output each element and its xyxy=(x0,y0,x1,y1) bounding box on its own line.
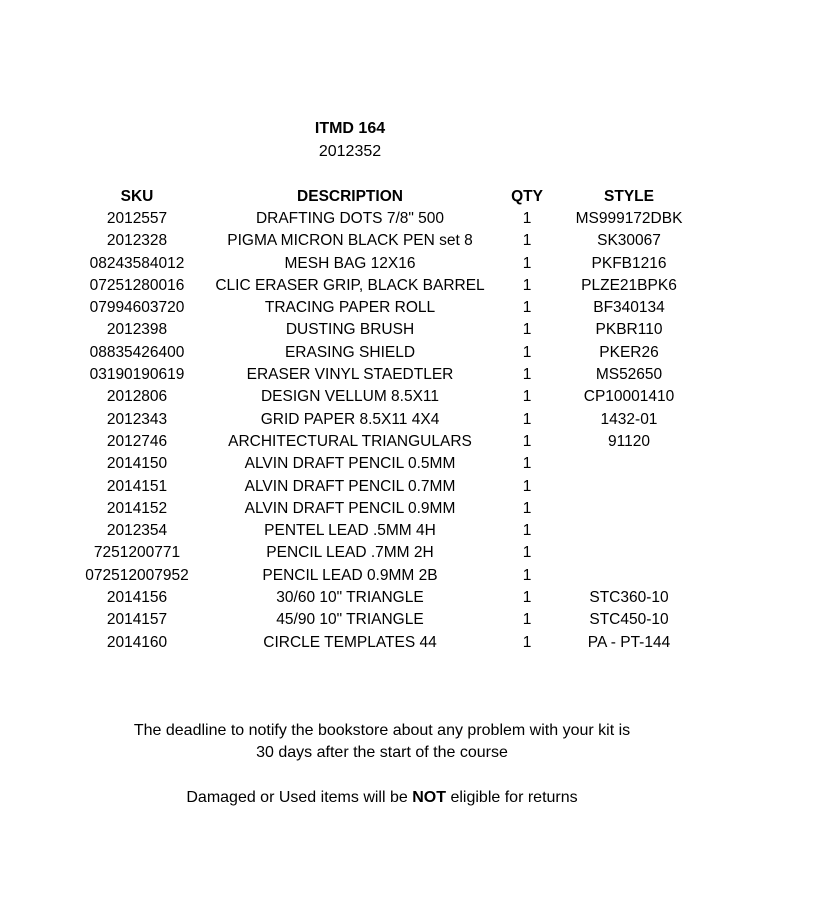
table-row xyxy=(0,386,814,408)
table-row xyxy=(0,431,814,453)
style-cell: STC360-10 xyxy=(589,589,669,607)
style-cell: PKBR110 xyxy=(595,321,663,339)
style-cell: CP10001410 xyxy=(583,388,675,406)
qty-cell: 1 xyxy=(522,611,532,629)
description-cell: MESH BAG 12X16 xyxy=(284,254,416,272)
description-cell: ALVIN DRAFT PENCIL 0.7MM xyxy=(244,477,456,495)
description-cell: TRACING PAPER ROLL xyxy=(264,299,436,317)
sku-cell: 2014157 xyxy=(106,611,168,629)
table-row xyxy=(0,476,814,498)
sku-cell: 2012328 xyxy=(106,232,168,250)
table-row xyxy=(0,297,814,319)
table-row xyxy=(0,632,814,654)
returns-note xyxy=(0,787,764,809)
sku-cell: 2014160 xyxy=(106,633,168,651)
description-cell: ERASER VINYL STAEDTLER xyxy=(246,366,454,384)
column-header-style: STYLE xyxy=(604,188,654,205)
style-cell: PLZE21BPK6 xyxy=(581,276,677,294)
deadline-note xyxy=(0,720,764,764)
style-cell: PKFB1216 xyxy=(591,254,667,272)
qty-cell: 1 xyxy=(522,410,532,428)
sku-cell: 2012806 xyxy=(106,388,168,406)
sku-cell: 2012746 xyxy=(106,432,168,450)
description-cell: ALVIN DRAFT PENCIL 0.9MM xyxy=(244,499,456,517)
sku-cell: 08835426400 xyxy=(89,343,185,361)
sku-cell: 7251200771 xyxy=(93,544,181,562)
qty-cell: 1 xyxy=(522,343,532,361)
qty-cell: 1 xyxy=(522,366,532,384)
table-body xyxy=(0,208,814,654)
sku-cell: 2012354 xyxy=(106,522,168,540)
qty-cell: 1 xyxy=(522,566,532,584)
qty-cell: 1 xyxy=(522,432,532,450)
table-row xyxy=(0,498,814,520)
description-cell: CIRCLE TEMPLATES 44 xyxy=(263,633,437,651)
sku-cell: 07251280016 xyxy=(89,276,185,294)
column-header-description: DESCRIPTION xyxy=(297,188,403,205)
table-row xyxy=(0,587,814,609)
qty-cell: 1 xyxy=(522,455,532,473)
column-header-sku: SKU xyxy=(120,188,154,205)
qty-cell: 1 xyxy=(522,589,532,607)
table-row xyxy=(0,275,814,297)
style-cell: BF340134 xyxy=(593,299,665,317)
table-row xyxy=(0,609,814,631)
description-cell: DRAFTING DOTS 7/8" 500 xyxy=(255,210,445,227)
table-row xyxy=(0,565,814,587)
qty-cell: 1 xyxy=(522,522,532,540)
sku-cell: 2014152 xyxy=(106,499,168,517)
table-row xyxy=(0,453,814,475)
description-cell: ARCHITECTURAL TRIANGULARS xyxy=(228,432,472,450)
sku-cell: 2014156 xyxy=(106,589,168,607)
qty-cell: 1 xyxy=(522,633,532,651)
deadline-line-2: 30 days after the start of the course xyxy=(256,744,508,761)
sku-cell: 2012557 xyxy=(106,210,168,227)
qty-cell: 1 xyxy=(522,276,532,294)
qty-cell: 1 xyxy=(522,232,532,250)
table-row xyxy=(0,520,814,542)
column-header-qty: QTY xyxy=(511,188,543,205)
table-row xyxy=(0,364,814,386)
qty-cell: 1 xyxy=(522,544,532,562)
course-title: ITMD 164 xyxy=(314,120,386,137)
description-cell: GRID PAPER 8.5X11 4X4 xyxy=(260,410,440,428)
style-cell: 91120 xyxy=(608,432,650,450)
sku-cell: 03190190619 xyxy=(89,366,185,384)
description-cell: DESIGN VELLUM 8.5X11 xyxy=(260,388,440,406)
table-row xyxy=(0,208,814,230)
sku-cell: 08243584012 xyxy=(89,254,185,272)
description-cell: PENTEL LEAD .5MM 4H xyxy=(264,522,436,540)
description-cell: ERASING SHIELD xyxy=(284,343,416,361)
description-cell: CLIC ERASER GRIP, BLACK BARREL xyxy=(215,276,485,294)
sku-cell: 2012343 xyxy=(106,410,168,428)
sku-cell: 2014151 xyxy=(106,477,168,495)
sku-cell: 2014150 xyxy=(106,455,168,473)
sku-cell: 2012398 xyxy=(106,321,168,339)
course-code: 2012352 xyxy=(318,143,382,160)
style-cell: 1432-01 xyxy=(600,410,658,428)
qty-cell: 1 xyxy=(522,321,532,339)
description-cell: PENCIL LEAD 0.9MM 2B xyxy=(262,566,438,584)
style-cell: SK30067 xyxy=(597,232,661,250)
qty-cell: 1 xyxy=(522,499,532,517)
style-cell: PKER26 xyxy=(599,343,659,361)
table-row xyxy=(0,230,814,252)
qty-cell: 1 xyxy=(522,299,532,317)
description-cell: DUSTING BRUSH xyxy=(285,321,415,339)
deadline-line-1: The deadline to notify the bookstore about any problem with your kit is xyxy=(133,722,631,739)
style-cell: PA - PT-144 xyxy=(587,633,671,651)
qty-cell: 1 xyxy=(522,254,532,272)
description-cell: 45/90 10" TRIANGLE xyxy=(276,611,424,629)
returns-suffix: eligible for returns xyxy=(446,789,578,806)
table-row xyxy=(0,542,814,564)
qty-cell: 1 xyxy=(522,477,532,495)
sku-cell: 072512007952 xyxy=(85,566,189,584)
table-header-row xyxy=(0,186,814,208)
table-row xyxy=(0,319,814,341)
style-cell: MS999172DBK xyxy=(575,210,683,227)
returns-not: NOT xyxy=(412,789,447,806)
table-row xyxy=(0,253,814,275)
description-cell: 30/60 10" TRIANGLE xyxy=(276,589,424,607)
description-cell: ALVIN DRAFT PENCIL 0.5MM xyxy=(244,455,456,473)
qty-cell: 1 xyxy=(522,210,532,227)
table-row xyxy=(0,409,814,431)
returns-prefix: Damaged or Used items will be xyxy=(186,789,413,806)
kit-items-table xyxy=(0,186,814,654)
description-cell: PENCIL LEAD .7MM 2H xyxy=(266,544,434,562)
sku-cell: 07994603720 xyxy=(89,299,185,317)
style-cell: MS52650 xyxy=(595,366,663,384)
qty-cell: 1 xyxy=(522,388,532,406)
description-cell: PIGMA MICRON BLACK PEN set 8 xyxy=(227,232,473,250)
table-row xyxy=(0,342,814,364)
style-cell: STC450-10 xyxy=(589,611,669,629)
